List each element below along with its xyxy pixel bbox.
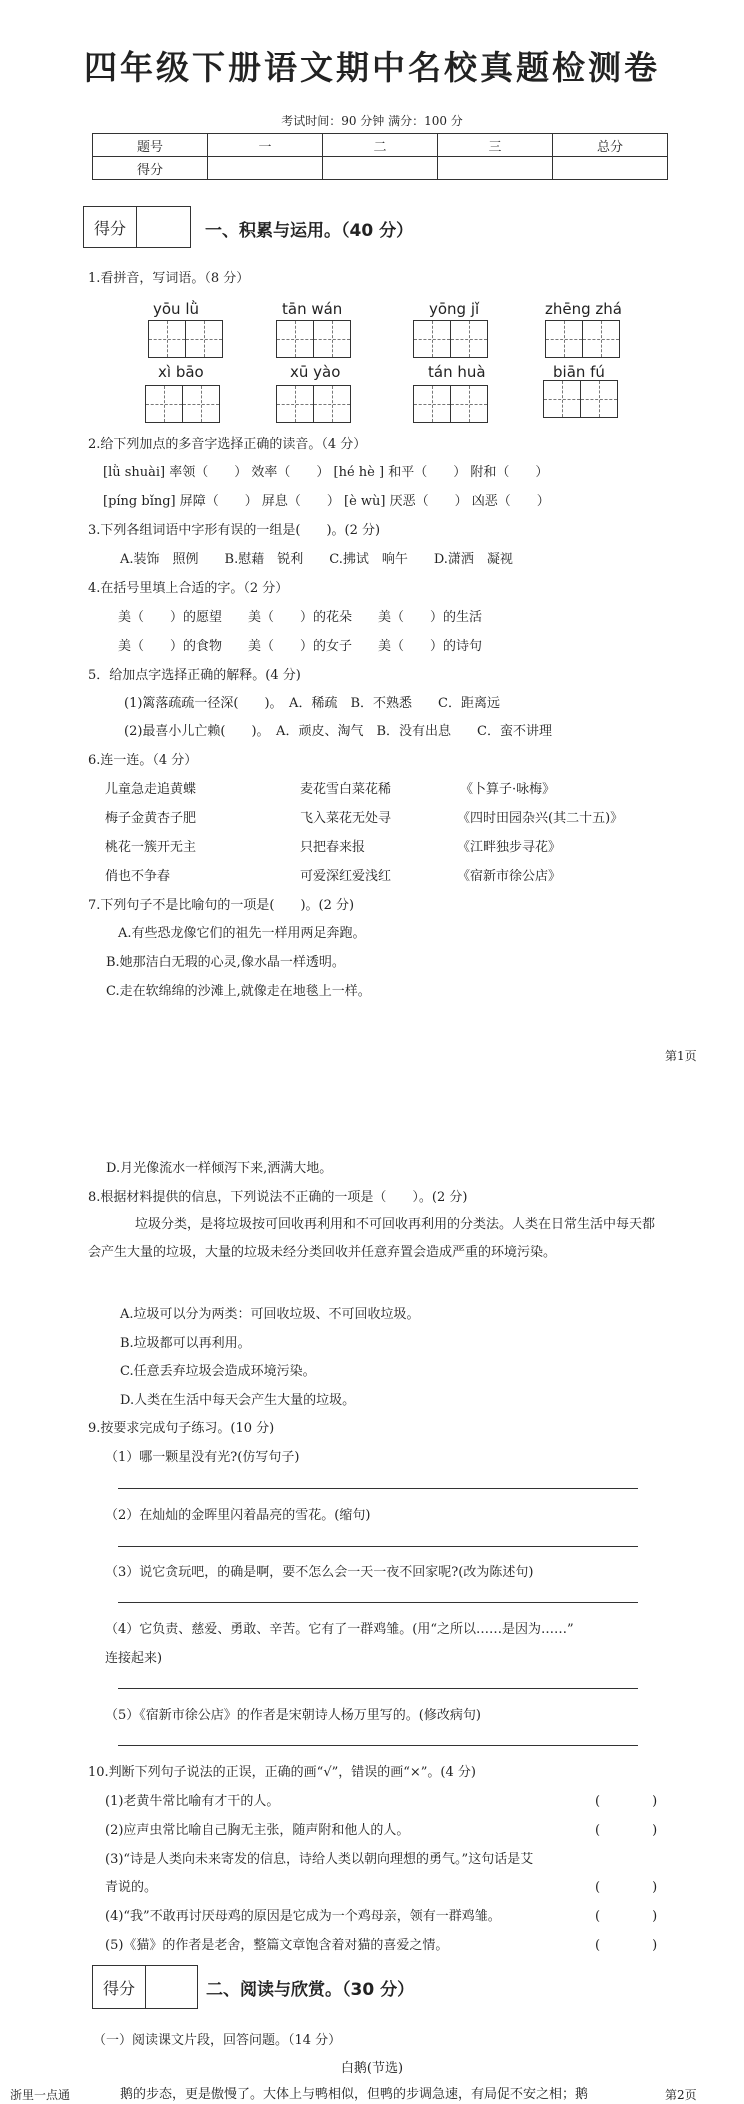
page-number: 第2页 — [665, 2088, 697, 2102]
q6-right-item[interactable]: 《宿新市徐公店》 — [457, 869, 562, 884]
exam-info: 考试时间：90 分钟 满分：100 分 — [281, 114, 463, 128]
footer-brand: 浙里一点通 — [10, 2088, 71, 2102]
score-box-blank[interactable] — [146, 1966, 197, 2008]
q5-line: (1)篱落疏疏一径深( )。 A．稀疏 B．不熟悉 C．距离远 — [124, 696, 500, 711]
score-table-header-row — [93, 134, 668, 157]
section1-title: 一、积累与运用。（40 分） — [205, 221, 414, 241]
q10-item-continued: 青说的。 — [105, 1880, 158, 1895]
q6-left-item[interactable]: 儿童急走追黄蝶 — [105, 782, 197, 797]
score-box-label: 得分 — [84, 207, 137, 247]
reading1-stem: （一）阅读课文片段，回答问题。（14 分） — [93, 2033, 342, 2048]
q10-item: (3)“诗是人类向未来寄发的信息，诗给人类以朝向理想的勇气。”这句话是艾 — [105, 1852, 534, 1867]
q9-stem: 9.按要求完成句子练习。(10 分) — [88, 1421, 275, 1436]
judgment-paren[interactable]: ( ) — [595, 1794, 658, 1809]
score-table-header: 二 — [323, 134, 438, 157]
score-table-header: 一 — [208, 134, 323, 157]
writing-grid[interactable] — [276, 320, 349, 358]
writing-grid[interactable] — [413, 385, 486, 423]
q6-right-item[interactable]: 《卜算子·咏梅》 — [460, 782, 556, 797]
writing-grid[interactable] — [545, 320, 618, 358]
q7-option: D.月光像流水一样倾泻下来,洒满大地。 — [106, 1161, 333, 1176]
q8-option: B.垃圾都可以再利用。 — [120, 1336, 251, 1351]
page-number: 第1页 — [665, 1049, 697, 1063]
q5-line: (2)最喜小儿亡赖( )。 A．顽皮、淘气 B．没有出息 C．蛮不讲理 — [124, 724, 552, 739]
q7-stem: 7.下列句子不是比喻句的一项是( )。(2 分) — [88, 898, 355, 913]
pinyin: xì bāo — [158, 363, 204, 381]
q10-item: (4)“我”不敢再讨厌母鸡的原因是它成为一个鸡母亲，领有一群鸡雏。 — [105, 1909, 501, 1924]
judgment-paren[interactable]: ( ) — [595, 1823, 658, 1838]
q6-stem: 6.连一连。（4 分） — [88, 753, 198, 768]
score-cell[interactable] — [553, 157, 668, 180]
q6-left-item[interactable]: 俏也不争春 — [105, 869, 171, 884]
q3-stem: 3.下列各组词语中字形有误的一组是( )。(2 分) — [88, 523, 381, 538]
q2-row: [lǜ shuài] 率领（ ） 效率（ ） [hé hè ] 和平（ ） 附和（ ） — [103, 465, 549, 480]
pinyin: yōng jǐ — [429, 300, 480, 318]
q6-middle-item[interactable]: 可爱深红爱浅红 — [300, 869, 392, 884]
score-table-header: 总分 — [553, 134, 668, 157]
q8-option: D.人类在生活中每天会产生大量的垃圾。 — [120, 1393, 356, 1408]
answer-line[interactable] — [118, 1488, 638, 1489]
q10-item: (5)《猫》的作者是老舍，整篇文章饱含着对猫的喜爱之情。 — [105, 1938, 449, 1953]
q9-item: （5）《宿新市徐公店》的作者是宋朝诗人杨万里写的。(修改病句) — [105, 1708, 481, 1723]
q6-right-item[interactable]: 《江畔独步寻花》 — [457, 840, 562, 855]
q8-option: C.任意丢弃垃圾会造成环境污染。 — [120, 1364, 316, 1379]
q2-row: [píng bǐng] 屏障（ ） 屏息（ ） [è wù] 厌恶（ ） 凶恶（ ） — [103, 494, 550, 509]
q9-item: （1）哪一颗星没有光?(仿写句子) — [105, 1450, 300, 1465]
writing-grid[interactable] — [413, 320, 486, 358]
q7-option: B.她那洁白无瑕的心灵,像水晶一样透明。 — [106, 955, 345, 970]
pinyin: biān fú — [553, 363, 605, 381]
score-cell[interactable] — [323, 157, 438, 180]
score-table-row-label: 得分 — [93, 157, 208, 180]
pinyin: zhēng zhá — [545, 300, 622, 318]
score-table-score-row — [93, 157, 668, 180]
q8-passage: 垃圾分类，是将垃圾按可回收再利用和不可回收再利用的分类法。人类在日常生活中每天都会产生大量的垃圾，大量的垃圾未经分类回收并任意弃置会造成严重的环境污染。 — [88, 1217, 656, 1260]
q8-stem: 8.根据材料提供的信息，下列说法不正确的一项是（ ）。(2 分) — [88, 1190, 468, 1205]
score-table-header: 题号 — [93, 134, 208, 157]
q2-stem: 2.给下列加点的多音字选择正确的读音。（4 分） — [88, 437, 367, 452]
q6-right-item[interactable]: 《四时田园杂兴(其二十五)》 — [457, 811, 624, 826]
q9-item: （3）说它贪玩吧，的确是啊，要不怎么会一天一夜不回家呢?(改为陈述句) — [105, 1565, 534, 1580]
answer-line[interactable] — [118, 1745, 638, 1746]
q6-middle-item[interactable]: 只把春来报 — [300, 840, 366, 855]
q10-item: (1)老黄牛常比喻有才干的人。 — [105, 1794, 280, 1809]
q5-stem: 5．给加点字选择正确的解释。(4 分) — [88, 668, 301, 683]
passage-title: 白鹅(节选) — [340, 2061, 404, 2076]
q10-item: (2)应声虫常比喻自己胸无主张，随声附和他人的人。 — [105, 1823, 410, 1838]
q8-option: A.垃圾可以分为两类：可回收垃圾、不可回收垃圾。 — [120, 1307, 420, 1322]
score-box-label: 得分 — [93, 1966, 146, 2008]
q6-middle-item[interactable]: 麦花雪白菜花稀 — [300, 782, 392, 797]
pinyin: tán huà — [428, 363, 486, 381]
judgment-paren[interactable]: ( ) — [595, 1880, 658, 1895]
q4-row: 美（ ）的食物 美（ ）的女子 美（ ）的诗句 — [118, 639, 483, 654]
writing-grid[interactable] — [276, 385, 349, 423]
answer-line[interactable] — [118, 1602, 638, 1603]
q1-stem: 1.看拼音，写词语。（8 分） — [88, 271, 250, 286]
page-title: 四年级下册语文期中名校真题检测卷 — [84, 48, 660, 87]
writing-grid[interactable] — [145, 385, 218, 423]
answer-line[interactable] — [118, 1546, 638, 1547]
q7-option: C.走在软绵绵的沙滩上,就像走在地毯上一样。 — [106, 984, 371, 999]
q10-stem: 10.判断下列句子说法的正误，正确的画“√”，错误的画“×”。(4 分) — [88, 1765, 476, 1780]
writing-grid[interactable] — [148, 320, 221, 358]
q6-left-item[interactable]: 梅子金黄杏子肥 — [105, 811, 197, 826]
pinyin: xū yào — [290, 363, 341, 381]
answer-line[interactable] — [118, 1688, 638, 1689]
section2-title: 二、阅读与欣赏。（30 分） — [206, 1980, 415, 2000]
score-table — [92, 133, 668, 180]
writing-grid[interactable] — [543, 380, 616, 418]
q7-option: A.有些恐龙像它们的祖先一样用两足奔跑。 — [118, 926, 366, 941]
score-table-header: 三 — [438, 134, 553, 157]
q6-middle-item[interactable]: 飞入菜花无处寻 — [300, 811, 392, 826]
q9-item: （4）它负责、慈爱、勇敢、辛苦。它有了一群鸡雏。(用“之所以……是因为……” — [105, 1622, 574, 1637]
pinyin: tān wán — [282, 300, 343, 318]
q4-row: 美（ ）的愿望 美（ ）的花朵 美（ ）的生活 — [118, 610, 483, 625]
q9-item-continued: 连接起来) — [105, 1651, 163, 1666]
q9-item: （2）在灿灿的金晖里闪着晶亮的雪花。(缩句) — [105, 1508, 371, 1523]
score-cell[interactable] — [438, 157, 553, 180]
score-box-blank[interactable] — [137, 207, 190, 247]
q4-stem: 4.在括号里填上合适的字。（2 分） — [88, 581, 289, 596]
q6-left-item[interactable]: 桃花一簇开无主 — [105, 840, 197, 855]
score-cell[interactable] — [208, 157, 323, 180]
passage-line: 鹅的步态，更是傲慢了。大体上与鸭相似，但鸭的步调急速，有局促不安之相；鹅 — [120, 2087, 589, 2102]
judgment-paren[interactable]: ( ) — [595, 1938, 658, 1953]
q3-options: A.装饰 照例 B.慰藉 锐利 C.拂试 响午 D.潇洒 凝视 — [120, 552, 513, 567]
score-box — [92, 1965, 198, 2009]
judgment-paren[interactable]: ( ) — [595, 1909, 658, 1924]
pinyin: yōu lǜ — [153, 300, 200, 318]
score-box — [83, 206, 191, 248]
